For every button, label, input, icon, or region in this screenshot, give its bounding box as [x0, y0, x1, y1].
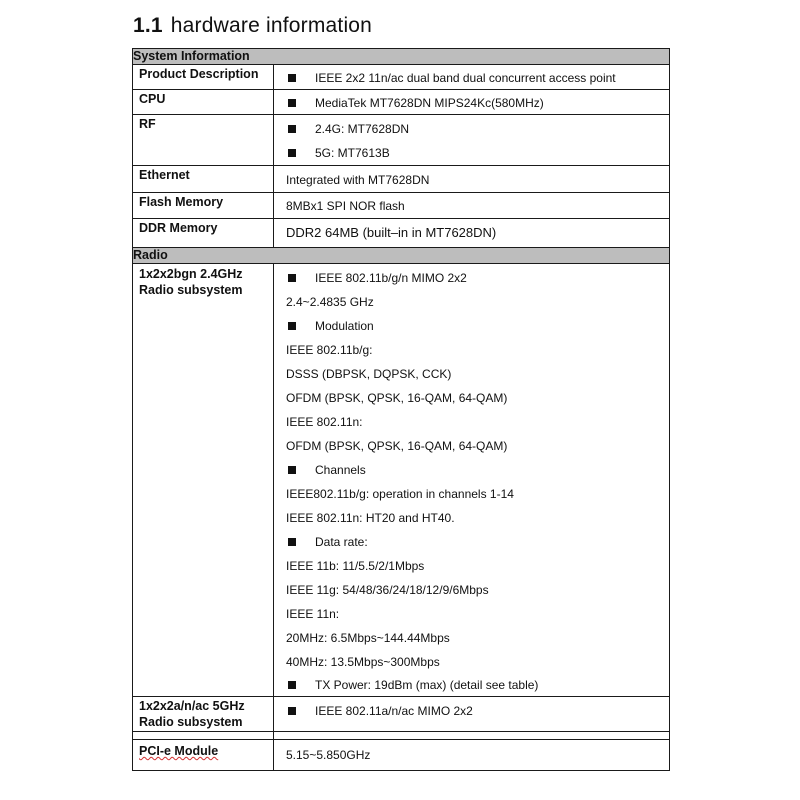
table-row	[133, 219, 670, 248]
section-header-radio	[133, 248, 670, 264]
row-label: DDR Memory	[133, 219, 274, 248]
pcie-label: PCI-e Module	[139, 744, 219, 758]
row-value: 5.15~5.850GHz	[286, 748, 371, 762]
row-value: DDR2 64MB (built–in in MT7628DN)	[286, 225, 497, 240]
spec-line: IEEE 802.11b/g:	[286, 343, 373, 357]
spec-line: TX Power: 19dBm (max) (detail see table)	[315, 678, 539, 692]
bullet-icon	[288, 125, 296, 133]
table-row	[133, 193, 670, 219]
hardware-spec-table	[132, 48, 670, 771]
bullet-icon	[288, 707, 296, 715]
spec-line: IEEE 802.11a/n/ac MIMO 2x2	[315, 704, 473, 718]
radio-24-label: 1x2x2bgn 2.4GHz	[139, 267, 243, 281]
radio-5-label: 1x2x2a/n/ac 5GHz	[139, 699, 245, 713]
spec-line: 20MHz: 6.5Mbps~144.44Mbps	[286, 631, 450, 645]
spec-line: IEEE802.11b/g: operation in channels 1-14	[286, 487, 514, 501]
bullet-icon	[288, 466, 296, 474]
spec-line: DSSS (DBPSK, DQPSK, CCK)	[286, 367, 452, 381]
table-row	[133, 264, 670, 697]
row-label: CPU	[133, 90, 274, 115]
row-value: MediaTek MT7628DN MIPS24Kc(580MHz)	[315, 96, 544, 110]
spec-line: Modulation	[315, 319, 374, 333]
spec-line: IEEE 11g: 54/48/36/24/18/12/9/6Mbps	[286, 583, 489, 597]
bullet-icon	[288, 538, 296, 546]
row-label: Ethernet	[133, 166, 274, 193]
spec-line: 40MHz: 13.5Mbps~300Mbps	[286, 655, 440, 669]
table-row	[133, 740, 670, 771]
section-heading	[133, 14, 372, 38]
table-row	[133, 697, 670, 732]
row-value: 5G: MT7613B	[315, 146, 390, 160]
row-value: Integrated with MT7628DN	[286, 173, 430, 187]
spec-line: IEEE 802.11n: HT20 and HT40.	[286, 511, 455, 525]
spec-line: OFDM (BPSK, QPSK, 16-QAM, 64-QAM)	[286, 391, 508, 405]
row-value: 8MBx1 SPI NOR flash	[286, 199, 405, 213]
spec-line: OFDM (BPSK, QPSK, 16-QAM, 64-QAM)	[286, 439, 508, 453]
bullet-icon	[288, 681, 296, 689]
bullet-icon	[288, 74, 296, 82]
bullet-icon	[288, 274, 296, 282]
row-label: Flash Memory	[133, 193, 274, 219]
row-label	[133, 740, 274, 771]
section-number: 1.1	[133, 14, 163, 37]
row-value: 2.4G: MT7628DN	[315, 122, 410, 136]
spec-line: IEEE 802.11b/g/n MIMO 2x2	[315, 271, 467, 285]
row-label	[133, 697, 274, 732]
system-section-title: System Information	[133, 49, 670, 65]
spec-line: Data rate:	[315, 535, 368, 549]
radio-section-title: Radio	[133, 248, 670, 264]
radio-5-sublabel: Radio subsystem	[139, 715, 243, 729]
radio-24-sublabel: Radio subsystem	[139, 283, 243, 297]
spec-line: IEEE 11n:	[286, 607, 340, 621]
spec-line: Channels	[315, 463, 366, 477]
row-label: RF	[133, 115, 274, 166]
bullet-icon	[288, 322, 296, 330]
table-row	[133, 115, 670, 166]
table-row	[133, 90, 670, 115]
spec-line: IEEE 11b: 11/5.5/2/1Mbps	[286, 559, 425, 573]
row-label: Product Description	[133, 65, 274, 90]
bullet-icon	[288, 99, 296, 107]
table-row	[133, 65, 670, 90]
section-header-system	[133, 49, 670, 65]
row-value: IEEE 2x2 11n/ac dual band dual concurrent access point	[315, 71, 616, 85]
spec-line: 2.4~2.4835 GHz	[286, 295, 374, 309]
table-row	[133, 166, 670, 193]
row-label	[133, 264, 274, 697]
bullet-icon	[288, 149, 296, 157]
section-title: hardware information	[170, 14, 373, 37]
spec-line: IEEE 802.11n:	[286, 415, 363, 429]
table-spacer	[133, 732, 670, 740]
